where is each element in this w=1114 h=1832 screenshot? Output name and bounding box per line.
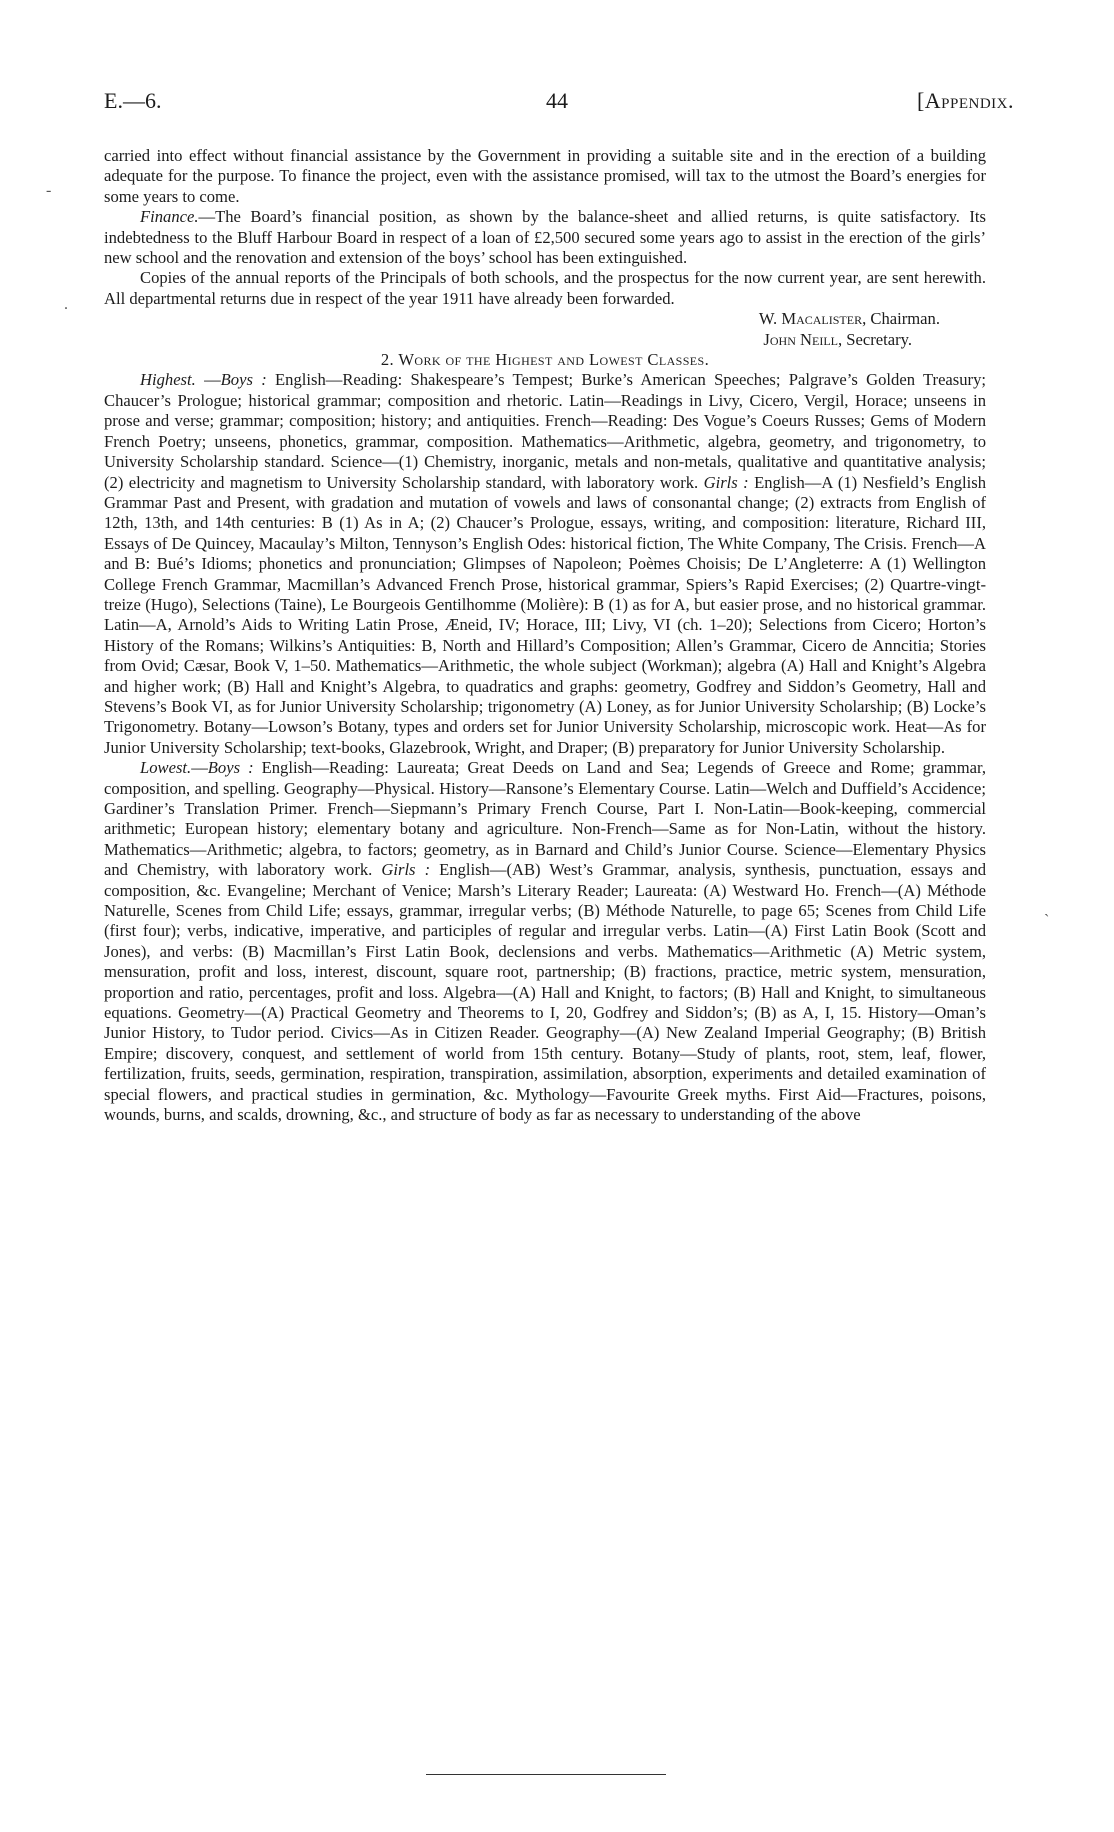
lowest-girls-text: English—(AB) West’s Grammar, analysis, synthesis, punctuation, essays and composition, &c. Evangeline; Merchant of Venice; Marsh’s Literary Reader; Laureata: (A) Westward Ho. French—(A) Méthode Naturelle, Scenes from Child Life; essays, grammar, irregular verbs; (B) Méthode Naturelle, to page 65; Scenes from Child Life (first four); verbs, indicative, imperative, and participles of regular and irregular verbs. Latin—(A) First Latin Book (Scott and Jones), and verbs: (B) Macmillan’s First Latin Book, declensions and verbs. Mathematics—Arithmetic (A) Metric system, mensuration, profit and loss, interest, discount, square root, partnership; (B) fractions, practice, metric system, mensuration, proportion and ratio, percentages, profit and loss. Algebra—(A) Hall and Knight, to factors; (B) Hall and Knight, to simultaneous equations. Geometry—(A) Practical Geometry and Theorems to I, 20, Godfrey and Siddon’s; (B) as A, I, 15. History—Oman’s Junior History, to Tudor period. Civics—As in Citizen Reader. Geography—(A) New Zealand Imperial Geography; (B) British Empire; discovery, conquest, and settlement of world from 15th century. Botany—Study of plants, root, stem, leaf, flower, fertilization, fruits, seeds, germination, respiration, transpiration, assimilation, absorption, experiments and detailed examination of special flowers, and practical studies in germination, &c. Mythology—Favourite Greek myths. First Aid—Fractures, poisons, wounds, burns, and scalds, drowning, &c., and structure of body as far as necessary to understanding of the above	[104, 860, 986, 1125]
margin-mark: -	[46, 182, 52, 199]
report-code: E.—6.	[104, 88, 162, 113]
finance-paragraph	[104, 207, 986, 268]
secretary-signature	[104, 330, 986, 350]
finance-label: Finance.	[140, 207, 199, 227]
highest-boys-text: English—Reading: Shakespeare’s Tempest; Burke’s American Speeches; Palgrave’s Golden Treasury; Chaucer’s Prologue; historical grammar; composition and rhetoric. Latin—Readings in Livy, Cicero, Vergil, Horace; unseens in prose and verse; grammar; composition; history; and antiquities. French—Reading: Des Vogue’s Coeurs Russes; Gems of Modern French Poetry; unseens, phonetics, grammar, composition. Mathematics—Arithmetic, algebra, geometry, and trigonometry, to University Scholarship standard. Science—(1) Chemistry, inorganic, metals and non-metals, qualitative and quantitative analysis; (2) electricity and magnetism to University Scholarship standard, with laboratory work.	[104, 370, 986, 492]
lowest-label: Lowest.	[140, 758, 192, 778]
highest-paragraph	[104, 370, 986, 758]
body-text	[104, 146, 986, 1126]
highest-label: Highest.	[140, 370, 196, 390]
closing-rule	[426, 1774, 666, 1775]
highest-sep: —	[195, 370, 221, 390]
lowest-paragraph	[104, 758, 986, 1125]
continuation-paragraph: carried into effect without financial assistance by the Government in providing a suitable site and in the erection of a building adequate for the purpose. To finance the project, even with the assistance promised, will tax to the utmost the Board’s energies for some years to come.	[104, 146, 986, 206]
highest-boys-label: Boys :	[220, 370, 267, 390]
chairman-signature	[104, 309, 986, 329]
highest-girls-label: Girls :	[703, 472, 749, 492]
chairman-name: W. Macalister	[758, 309, 863, 329]
lowest-boys-text: English—Reading: Laureata; Great Deeds on Land and Sea; Legends of Greece and Rome; grammar, composition, and spelling. Geography—Physical. History—Ransone’s Elementary Course. Latin—Welch and Duffield’s Accidence; Gardiner’s Translation Primer. French—Siepmann’s Primary French Course, Part I. Non-Latin—Book-keeping, commercial arithmetic; European history; elementary botany and agriculture. Non-French—Same as for Non-Latin, without the history. Mathematics—Arithmetic; algebra, to factors; geometry, as in Barnard and Child’s Junior Course. Science—Elementary Physics and Chemistry, with laboratory work.	[104, 758, 986, 880]
page-header	[100, 88, 1014, 118]
page-number: 44	[546, 88, 568, 113]
highest-girls-text: English—A (1) Nesfield’s English Grammar Past and Present, with gradation and mutation of vowels and laws of consonantal change; (2) extracts from English of 12th, 13th, and 14th centuries: B (1) As in A; (2) Chaucer’s Prologue, essays, writing, and composition: literature, Richard III, Essays of De Quincey, Macaulay’s Milton, Tennyson’s English Odes: historical fiction, The White Company, The Crisis. French—A and B: Bué’s Idioms; phonetics and pronunciation; Glimpses of Napoleon; Poèmes Choisis; De L’Angleterre: A (1) Wellington College French Grammar, Macmillan’s Advanced French Prose, historical grammar, Spiers’s Rapid Exercises; (2) Quartre-vingt-treize (Hugo), Selections (Taine), Le Bourgeois Gentilhomme (Molière): B (1) as for A, but easier prose, and no historical grammar. Latin—A, Arnold’s Aids to Writing Latin Prose, Æneid, IV; Horace, III; Livy, VI (ch. 1–20); Selections from Cicero; Horton’s History of the Romans; Wilkins’s Antiquities: B, North and Hillard’s Composition; Allen’s Grammar, Cicero de Anncitia; Stories from Ovid; Cæsar, Book V, 1–50. Mathematics—Arithmetic, the whole subject (Workman); algebra (A) Hall and Knight’s Algebra and higher work; (B) Hall and Knight’s Algebra, to quadratics and graphs: geometry, Godfrey and Siddon’s Geometry, Hall and Stevens’s Book VI, as for Junior University Scholarship; trigonometry (A) Loney, as for Junior University Scholarship; (B) Locke’s Trigonometry. Botany—Lowson’s Botany, types and orders set for Junior University Scholarship, microscopic work. Heat—As for Junior University Scholarship; text-books, Glazebrook, Wright, and Draper; (B) preparatory for Junior University Scholarship.	[104, 472, 986, 757]
secretary-role: , Secretary.	[837, 329, 912, 349]
lowest-girls-label: Girls :	[381, 860, 431, 880]
finance-text: —The Board’s financial position, as shown by the balance-sheet and allied returns, is quite satisfactory. Its indebtedness to the Bluff Harbour Board in respect of a loan of £2,500 secured some years ago to assist in the erection of the girls’ new school and the renovation and extension of the boys’ school has been extinguished.	[104, 207, 986, 268]
margin-mark: `	[1044, 912, 1050, 929]
section-heading: 2. Work of the Highest and Lowest Classes.	[380, 350, 710, 370]
margin-mark: .	[64, 296, 68, 313]
secretary-name: John Neill	[763, 329, 838, 349]
chairman-role: , Chairman.	[862, 309, 940, 329]
lowest-boys-label: Boys :	[207, 758, 254, 778]
appendix-label: [Appendix.	[916, 88, 1014, 113]
copies-paragraph: Copies of the annual reports of the Principals of both schools, and the prospectus for the now current year, are sent herewith. All departmental returns due in respect of the year 1911 have already been forwarded.	[104, 268, 986, 308]
lowest-sep: —	[191, 758, 208, 778]
